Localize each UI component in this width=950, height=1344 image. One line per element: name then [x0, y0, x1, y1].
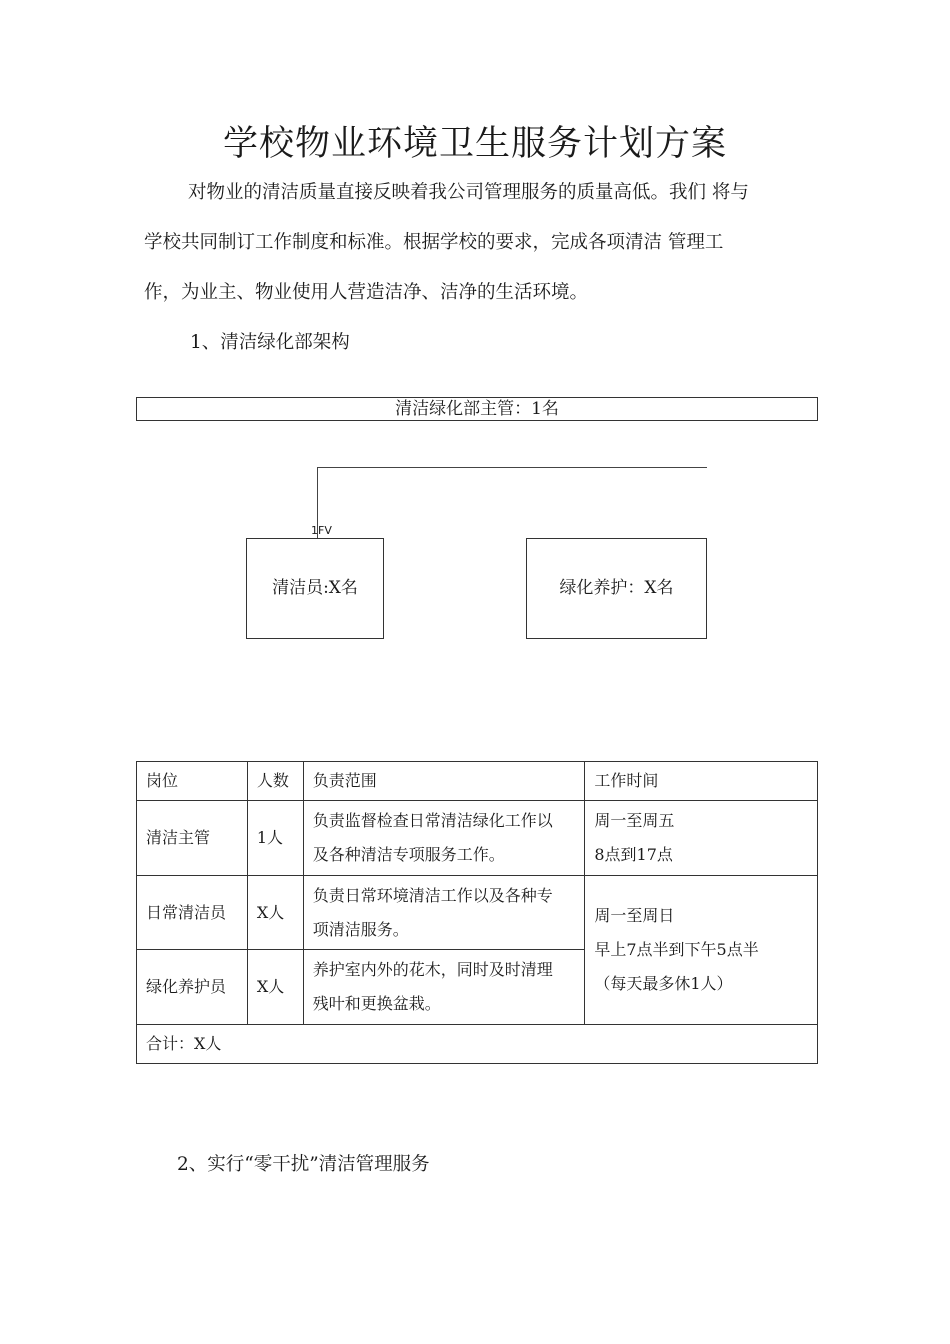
cell-scope	[303, 876, 585, 950]
section-heading-1: 1、清洁绿化部架构	[190, 332, 350, 353]
time-line: 早上7点半到下午5点半	[594, 940, 759, 959]
cell-post: 绿化养护员	[137, 950, 248, 1025]
time-line: 8点到17点	[594, 845, 673, 864]
cell-post: 清洁主管	[137, 801, 248, 876]
table-total-row	[137, 1025, 818, 1064]
staff-table	[136, 761, 818, 1064]
org-connector-horizontal	[317, 467, 707, 468]
header-count: 人数	[247, 762, 303, 801]
header-time: 工作时间	[585, 762, 818, 801]
intro-line-2: 学校共同制订工作制度和标准。根据学校的要求，完成各项清洁 管理工	[144, 232, 724, 253]
scope-line: 项清洁服务。	[312, 919, 409, 939]
intro-paragraph	[144, 168, 824, 318]
table-header-row	[137, 762, 818, 801]
time-line: 周一至周日	[594, 906, 675, 925]
header-post: 岗位	[137, 762, 248, 801]
document-title: 学校物业环境卫生服务计划方案	[222, 124, 727, 164]
intro-line-1: 对物业的清洁质量直接反映着我公司管理服务的质量高低。我们 将与	[188, 182, 749, 203]
cell-count: X人	[247, 876, 303, 950]
cell-time	[585, 801, 818, 876]
time-line: 周一至周五	[594, 811, 675, 830]
intro-line-3: 作，为业主、物业使用人营造洁净、洁净的生活环境。	[144, 282, 589, 303]
scope-line: 负责监督检查日常清洁绿化工作以	[312, 811, 553, 830]
cell-count: 1人	[247, 801, 303, 876]
time-line: （每天最多休1人）	[594, 974, 733, 993]
cell-scope	[303, 950, 585, 1025]
org-cleaner-box: 清洁员:X名	[246, 538, 384, 639]
scope-line: 负责日常环境清洁工作以及各种专	[312, 885, 553, 905]
org-head-box: 清洁绿化部主管：1名	[136, 397, 818, 421]
org-greenery-box: 绿化养护：X名	[526, 538, 707, 639]
cell-total: 合计：X人	[137, 1025, 818, 1064]
cell-count: X人	[247, 950, 303, 1025]
scope-line: 及各种清洁专项服务工作。	[312, 845, 505, 864]
cell-time	[585, 876, 818, 1025]
cell-scope	[303, 801, 585, 876]
table-row	[137, 876, 818, 950]
cell-post: 日常清洁员	[137, 876, 248, 950]
scope-line: 养护室内外的花木，同时及时清理	[312, 960, 553, 979]
org-connector-label: 1FV	[311, 524, 332, 537]
section-heading-2: 2、实行“零干扰”清洁管理服务	[177, 1154, 430, 1175]
header-scope: 负责范围	[303, 762, 585, 801]
scope-line: 残叶和更换盆栽。	[312, 994, 441, 1013]
table-row	[137, 801, 818, 876]
